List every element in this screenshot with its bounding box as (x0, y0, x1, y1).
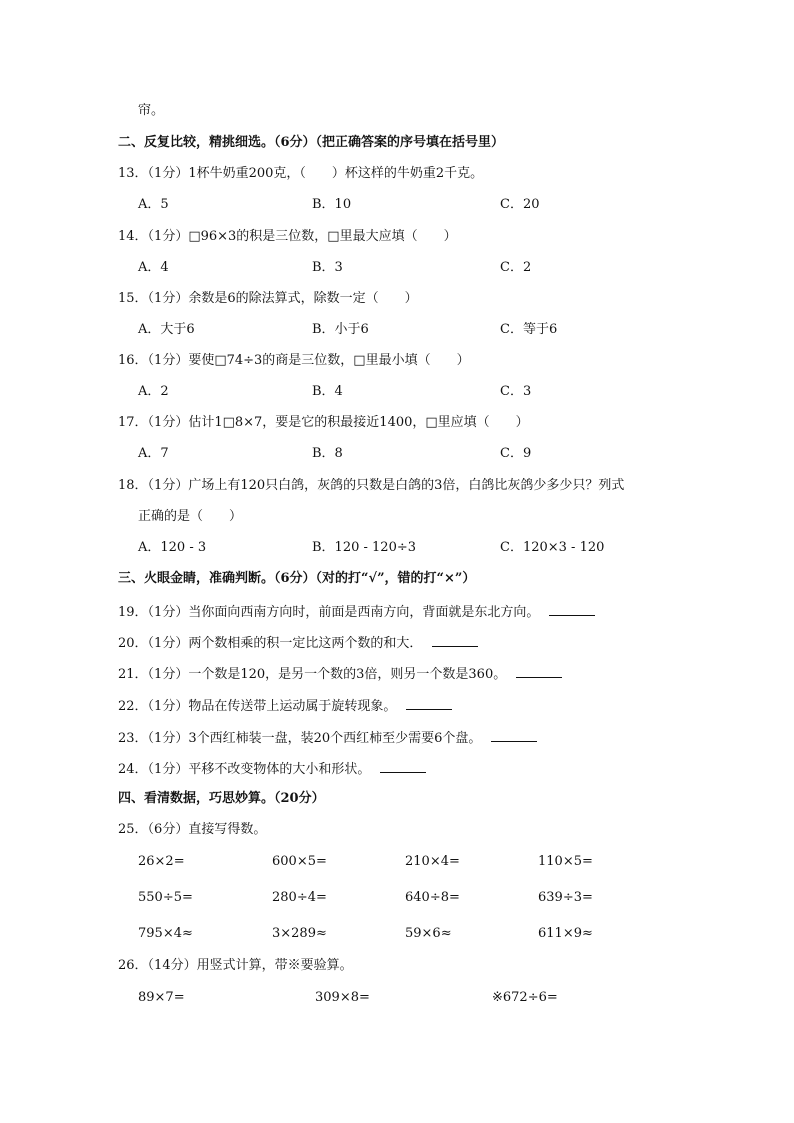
answer-blank[interactable] (549, 603, 595, 616)
question-15: 15．（1分）余数是6的除法算式，除数一定（ ） (118, 291, 418, 306)
question-15-options (0, 322, 794, 338)
calc-item: 110×5= (538, 854, 593, 869)
option-c: C．20 (500, 197, 540, 212)
question-22 (118, 697, 452, 715)
question-24 (118, 760, 426, 778)
question-19 (118, 603, 595, 621)
question-13-options (0, 197, 794, 213)
question-16: 16．（1分）要使□74÷3的商是三位数，□里最小填（ ） (118, 353, 470, 368)
question-20-text: 20．（1分）两个数相乘的积一定比这两个数的和大． (118, 636, 423, 651)
section-3-heading: 三、火眼金睛，准确判断。（6分）（对的打“√”，错的打“×”） (118, 571, 476, 586)
option-c: C．9 (500, 446, 532, 461)
option-c: C．3 (500, 384, 532, 399)
option-a: A．5 (138, 197, 169, 212)
calc-item: 26×2= (138, 854, 185, 869)
option-b: B．120 - 120÷3 (312, 540, 417, 555)
section-4-heading: 四、看清数据，巧思妙算。（20分） (118, 791, 325, 806)
vertical-calc-item: 89×7= (138, 990, 185, 1005)
calc-item: 280÷4= (272, 890, 327, 905)
question-24-text: 24．（1分）平移不改变物体的大小和形状。 (118, 762, 371, 777)
option-b: B．3 (312, 260, 343, 275)
answer-blank[interactable] (432, 634, 478, 647)
question-14-options (0, 260, 794, 276)
calc-item: 611×9≈ (538, 926, 593, 941)
question-25-title: 25．（6分）直接写得数。 (118, 822, 267, 837)
question-21-text: 21．（1分）一个数是120，是另一个数的3倍，则另一个数是360。 (118, 667, 507, 682)
option-b: B．10 (312, 197, 352, 212)
calc-item: 600×5= (272, 854, 327, 869)
calc-item: 550÷5= (138, 890, 193, 905)
vertical-calc-item: ※672÷6= (492, 990, 558, 1005)
question-26-title: 26．（14分）用竖式计算，带※要验算。 (118, 958, 353, 973)
question-17-options (0, 446, 794, 462)
option-b: B．4 (312, 384, 343, 399)
section-2-heading: 二、反复比较，精挑细选。（6分）（把正确答案的序号填在括号里） (118, 135, 505, 150)
question-22-text: 22．（1分）物品在传送带上运动属于旋转现象。 (118, 699, 397, 714)
answer-blank[interactable] (516, 665, 562, 678)
question-23-text: 23．（1分）3个西红柿装一盘，装20个西红柿至少需要6个盘。 (118, 731, 482, 746)
answer-blank[interactable] (406, 697, 452, 710)
vertical-calc-item: 309×8= (315, 990, 370, 1005)
option-a: A．7 (138, 446, 169, 461)
continuation-text: 帘。 (138, 103, 165, 118)
question-18-continuation: 正确的是（ ） (138, 509, 243, 524)
question-19-text: 19．（1分）当你面向西南方向时，前面是西南方向，背面就是东北方向。 (118, 605, 540, 620)
calc-item: 3×289≈ (272, 926, 327, 941)
answer-blank[interactable] (380, 760, 426, 773)
option-c: C．120×3 - 120 (500, 540, 605, 555)
answer-blank[interactable] (491, 729, 537, 742)
option-a: A．2 (138, 384, 169, 399)
question-20 (118, 634, 478, 652)
question-23 (118, 729, 537, 747)
option-c: C．2 (500, 260, 532, 275)
option-b: B．8 (312, 446, 343, 461)
option-a: A．4 (138, 260, 169, 275)
option-c: C．等于6 (500, 322, 558, 337)
calc-item: 795×4≈ (138, 926, 193, 941)
calc-item: 640÷8= (405, 890, 460, 905)
calc-item: 210×4= (405, 854, 460, 869)
question-17: 17．（1分）估计1□8×7，要是它的积最接近1400，□里应填（ ） (118, 415, 529, 430)
option-a: A．120 - 3 (138, 540, 207, 555)
question-18-options (0, 540, 794, 556)
question-18: 18．（1分）广场上有120只白鸽，灰鸽的只数是白鸽的3倍，白鸽比灰鸽少多少只？列式 (118, 478, 625, 493)
calc-item: 59×6≈ (405, 926, 452, 941)
calc-item: 639÷3= (538, 890, 593, 905)
question-21 (118, 665, 562, 683)
question-16-options (0, 384, 794, 400)
option-a: A．大于6 (138, 322, 195, 337)
question-14: 14．（1分）□96×3的积是三位数，□里最大应填（ ） (118, 229, 457, 244)
option-b: B．小于6 (312, 322, 369, 337)
question-13: 13．（1分）1杯牛奶重200克，（ ）杯这样的牛奶重2千克。 (118, 166, 484, 181)
